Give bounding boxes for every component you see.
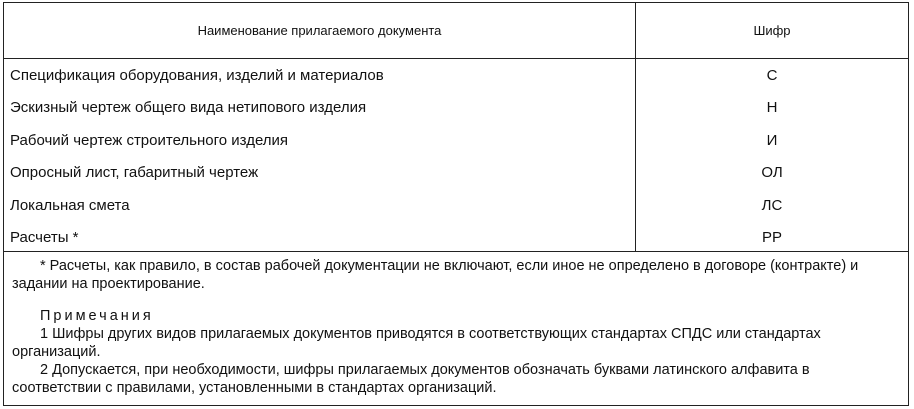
note-item: 2 Допускается, при необходимости, шифры прилагаемых документов обозначать буквами латинского алфавита в соответствии с правилами, установленными в стандартах организаций.	[12, 362, 810, 396]
row-document-name: Эскизный чертеж общего вида нетипового изделия	[10, 99, 367, 117]
row-code: Н	[766, 99, 778, 117]
row-document-name: Опросный лист, габаритный чертеж	[10, 164, 259, 182]
row-code: ОЛ	[761, 164, 783, 182]
notes-title: Примечания	[40, 308, 154, 324]
footnote: * Расчеты, как правило, в состав рабочей документации не включают, если иное не определено в договоре (контракте) и задании на проектирование.	[12, 258, 859, 292]
notes-section	[4, 251, 908, 405]
table-row	[4, 92, 908, 125]
table-header	[4, 3, 908, 59]
table-row	[4, 59, 908, 92]
document-table	[3, 2, 909, 406]
row-code: РР	[761, 229, 782, 247]
row-code: И	[766, 131, 778, 149]
header-document-name: Наименование прилагаемого документа	[197, 22, 442, 38]
row-document-name: Локальная смета	[10, 196, 130, 214]
table-row	[4, 222, 908, 255]
row-code: С	[766, 66, 778, 84]
note-item: 1 Шифры других видов прилагаемых документов приводятся в соответствующих стандартах СПДС или стандартах организаций.	[12, 326, 821, 360]
row-document-name: Рабочий чертеж строительного изделия	[10, 131, 289, 149]
table-row	[4, 124, 908, 157]
row-document-name: Спецификация оборудования, изделий и материалов	[10, 66, 384, 84]
row-code: ЛС	[761, 196, 783, 214]
table-row	[4, 189, 908, 222]
row-document-name: Расчеты *	[10, 229, 79, 247]
header-code: Шифр	[753, 22, 791, 38]
table-body	[4, 59, 908, 254]
table-row	[4, 157, 908, 190]
